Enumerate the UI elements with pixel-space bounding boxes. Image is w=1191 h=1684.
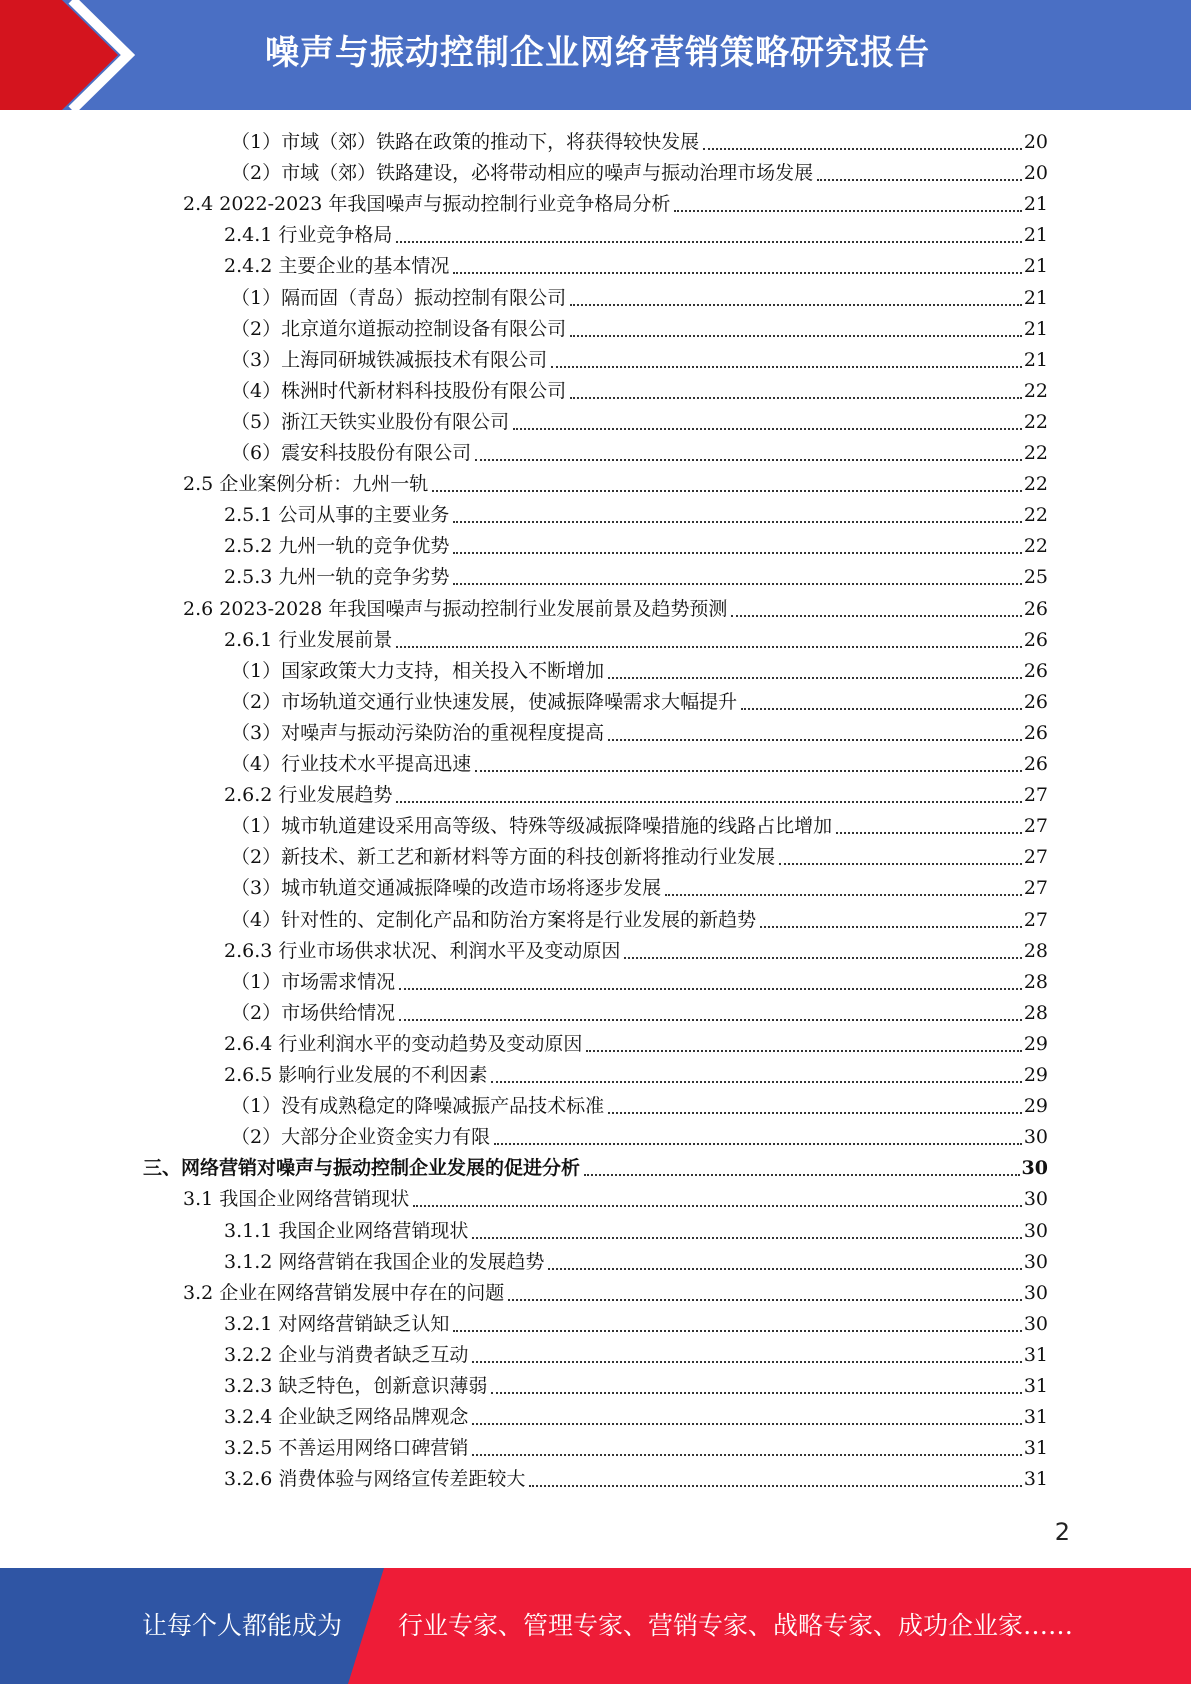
toc-entry[interactable] (183, 1184, 1048, 1215)
toc-entry-page: 31 (1023, 1406, 1048, 1428)
toc-entry-title: （5）浙江天铁实业股份有限公司 (231, 411, 510, 433)
toc-entry-page: 26 (1023, 598, 1048, 620)
toc-entry[interactable] (231, 656, 1048, 687)
toc-leader-dots (491, 1392, 1021, 1394)
toc-entry[interactable] (224, 1464, 1048, 1495)
toc-entry-page: 29 (1023, 1095, 1048, 1117)
toc-entry[interactable] (231, 407, 1048, 438)
toc-entry-page: 26 (1023, 753, 1048, 775)
toc-entry-title: 2.5.2 九州一轨的竞争优势 (224, 535, 450, 557)
toc-entry-page: 21 (1023, 255, 1048, 277)
toc-leader-dots (551, 366, 1022, 368)
toc-entry-title: （2）市域（郊）铁路建设，必将带动相应的噪声与振动治理市场发展 (231, 162, 814, 184)
toc-entry[interactable] (224, 562, 1048, 593)
toc-leader-dots (513, 428, 1022, 430)
toc-entry-page: 31 (1023, 1437, 1048, 1459)
toc-leader-dots (453, 552, 1021, 554)
toc-leader-dots (570, 304, 1022, 306)
toc-entry-title: （1）城市轨道建设采用高等级、特殊等级减振降噪措施的线路占比增加 (231, 815, 833, 837)
toc-entry-page: 26 (1023, 629, 1048, 651)
toc-entry-title: （1）国家政策大力支持，相关投入不断增加 (231, 660, 605, 682)
toc-entry[interactable] (231, 376, 1048, 407)
footer-slogan-left: 让每个人都能成为 (142, 1611, 343, 1640)
toc-entry-title: （2）大部分企业资金实力有限 (231, 1126, 491, 1148)
toc-entry-title: （1）隔而固（青岛）振动控制有限公司 (231, 287, 567, 309)
toc-entry-page: 31 (1023, 1375, 1048, 1397)
toc-leader-dots (432, 490, 1022, 492)
toc-leader-dots (608, 739, 1022, 741)
toc-entry-page: 28 (1023, 971, 1048, 993)
toc-entry-title: 三、网络营销对噪声与振动控制企业发展的促进分析 (143, 1157, 581, 1179)
toc-entry-page: 26 (1023, 691, 1048, 713)
toc-entry-page: 21 (1023, 349, 1048, 371)
toc-entry-title: 3.1.2 网络营销在我国企业的发展趋势 (224, 1251, 545, 1273)
toc-leader-dots (453, 583, 1021, 585)
toc-entry-page: 22 (1023, 411, 1048, 433)
toc-entry-page: 27 (1023, 909, 1048, 931)
toc-leader-dots (472, 1361, 1021, 1363)
toc-leader-dots (413, 1205, 1022, 1207)
toc-leader-dots (472, 1237, 1021, 1239)
page-footer (0, 1568, 1191, 1684)
toc-entry-title: （4）行业技术水平提高迅速 (231, 753, 472, 775)
toc-leader-dots (608, 677, 1022, 679)
toc-leader-dots (472, 1423, 1021, 1425)
toc-entry-title: 2.5.1 公司从事的主要业务 (224, 504, 450, 526)
toc-entry[interactable] (231, 1122, 1048, 1153)
toc-entry-title: （3）对噪声与振动污染防治的重视程度提高 (231, 722, 605, 744)
toc-entry-page: 28 (1023, 1002, 1048, 1024)
toc-entry-title: （1）市场需求情况 (231, 971, 396, 993)
toc-entry-page: 27 (1023, 877, 1048, 899)
toc-leader-dots (665, 894, 1022, 896)
toc-leader-dots (836, 832, 1022, 834)
toc-entry[interactable] (231, 283, 1048, 314)
toc-entry[interactable] (231, 127, 1048, 158)
toc-leader-dots (491, 1081, 1021, 1083)
toc-entry[interactable] (231, 718, 1048, 749)
toc-leader-dots (399, 988, 1022, 990)
toc-entry[interactable] (224, 251, 1048, 282)
toc-entry[interactable] (231, 905, 1048, 936)
toc-entry[interactable] (224, 625, 1048, 656)
toc-entry-title: 2.4 2022-2023 年我国噪声与振动控制行业竞争格局分析 (183, 193, 671, 215)
toc-leader-dots (396, 801, 1021, 803)
toc-leader-dots (529, 1485, 1021, 1487)
toc-entry-title: 2.4.2 主要企业的基本情况 (224, 255, 450, 277)
toc-entry-title: （3）上海同研城铁减振技术有限公司 (231, 349, 548, 371)
toc-entry-title: 3.2.1 对网络营销缺乏认知 (224, 1313, 450, 1335)
toc-entry-page: 29 (1023, 1033, 1048, 1055)
toc-entry-title: 3.1.1 我国企业网络营销现状 (224, 1220, 469, 1242)
toc-entry[interactable] (231, 811, 1048, 842)
toc-leader-dots (475, 459, 1022, 461)
toc-entry[interactable] (183, 1278, 1048, 1309)
toc-leader-dots (508, 1299, 1022, 1301)
toc-leader-dots (570, 397, 1022, 399)
toc-entry-page: 20 (1023, 131, 1048, 153)
toc-leader-dots (472, 1454, 1021, 1456)
toc-entry-page: 30 (1023, 1282, 1048, 1304)
toc-entry[interactable] (224, 220, 1048, 251)
toc-entry-page: 30 (1021, 1157, 1048, 1179)
toc-entry[interactable] (231, 345, 1048, 376)
toc-entry-page: 22 (1023, 504, 1048, 526)
toc-entry-title: （1）市域（郊）铁路在政策的推动下，将获得较快发展 (231, 131, 700, 153)
toc-entry-page: 30 (1023, 1188, 1048, 1210)
toc-entry-page: 26 (1023, 722, 1048, 744)
toc-entry-page: 21 (1023, 318, 1048, 340)
toc-leader-dots (548, 1268, 1021, 1270)
toc-entry[interactable] (224, 780, 1048, 811)
toc-entry[interactable] (231, 687, 1048, 718)
footer-slogan-right: 行业专家、管理专家、营销专家、战略专家、成功企业家…… (398, 1611, 1074, 1640)
toc-entry-title: 2.6 2023-2028 年我国噪声与振动控制行业发展前景及趋势预测 (183, 598, 728, 620)
toc-leader-dots (624, 957, 1021, 959)
report-title: 噪声与振动控制企业网络营销策略研究报告 (265, 33, 930, 73)
toc-entry[interactable] (231, 438, 1048, 469)
toc-entry[interactable] (224, 1340, 1048, 1371)
toc-entry[interactable] (231, 998, 1048, 1029)
toc-entry-title: （2）新技术、新工艺和新材料等方面的科技创新将推动行业发展 (231, 846, 776, 868)
toc-entry-page: 25 (1023, 566, 1048, 588)
toc-leader-dots (674, 210, 1021, 212)
toc-leader-dots (731, 615, 1021, 617)
toc-entry[interactable] (231, 842, 1048, 873)
toc-entry[interactable] (224, 1309, 1048, 1340)
toc-leader-dots (608, 1112, 1022, 1114)
toc-entry-page: 26 (1023, 660, 1048, 682)
toc-entry-title: 3.2 企业在网络营销发展中存在的问题 (183, 1282, 505, 1304)
toc-leader-dots (396, 241, 1021, 243)
toc-leader-dots (494, 1143, 1022, 1145)
toc-entry-page: 21 (1023, 193, 1048, 215)
toc-entry-title: 2.6.1 行业发展前景 (224, 629, 393, 651)
toc-entry-title: 2.5 企业案例分析：九州一轨 (183, 473, 429, 495)
toc-entry[interactable] (224, 936, 1048, 967)
toc-entry-page: 29 (1023, 1064, 1048, 1086)
toc-entry-title: 3.2.2 企业与消费者缺乏互动 (224, 1344, 469, 1366)
toc-entry-title: 3.2.6 消费体验与网络宣传差距较大 (224, 1468, 526, 1490)
toc-entry[interactable] (231, 158, 1048, 189)
toc-entry-title: 2.6.3 行业市场供求状况、利润水平及变动原因 (224, 940, 621, 962)
toc-leader-dots (817, 179, 1022, 181)
toc-entry[interactable] (224, 1060, 1048, 1091)
toc-entry-page: 22 (1023, 380, 1048, 402)
toc-leader-dots (760, 926, 1022, 928)
toc-leader-dots (453, 1330, 1021, 1332)
toc-entry[interactable] (231, 967, 1048, 998)
toc-entry[interactable] (143, 1153, 1048, 1184)
toc-leader-dots (779, 863, 1022, 865)
toc-entry[interactable] (224, 1216, 1048, 1247)
toc-entry-title: （4）针对性的、定制化产品和防治方案将是行业发展的新趋势 (231, 909, 757, 931)
toc-leader-dots (399, 1019, 1022, 1021)
toc-entry-page: 27 (1023, 815, 1048, 837)
toc-entry-title: 2.6.4 行业利润水平的变动趋势及变动原因 (224, 1033, 583, 1055)
toc-entry[interactable] (231, 314, 1048, 345)
toc-entry[interactable] (224, 500, 1048, 531)
toc-leader-dots (741, 708, 1022, 710)
toc-leader-dots (396, 646, 1021, 648)
toc-entry[interactable] (224, 1247, 1048, 1278)
toc-entry[interactable] (183, 189, 1048, 220)
toc-entry-title: 2.6.2 行业发展趋势 (224, 784, 393, 806)
toc-entry-title: （4）株洲时代新材料科技股份有限公司 (231, 380, 567, 402)
toc-entry-title: 3.2.5 不善运用网络口碑营销 (224, 1437, 469, 1459)
toc-entry-title: 3.2.3 缺乏特色，创新意识薄弱 (224, 1375, 488, 1397)
toc-entry[interactable] (183, 594, 1048, 625)
toc-entry-page: 22 (1023, 473, 1048, 495)
toc-entry[interactable] (231, 1091, 1048, 1122)
toc-leader-dots (584, 1174, 1020, 1176)
toc-entry-title: （1）没有成熟稳定的降噪减振产品技术标准 (231, 1095, 605, 1117)
toc-entry-title: （2）北京道尔道振动控制设备有限公司 (231, 318, 567, 340)
toc-entry-title: （3）城市轨道交通减振降噪的改造市场将逐步发展 (231, 877, 662, 899)
toc-entry-page: 31 (1023, 1344, 1048, 1366)
toc-entry[interactable] (224, 1402, 1048, 1433)
toc-entry-page: 27 (1023, 846, 1048, 868)
toc-entry[interactable] (183, 469, 1048, 500)
toc-entry[interactable] (224, 1433, 1048, 1464)
toc-entry-page: 30 (1023, 1126, 1048, 1148)
toc-entry[interactable] (224, 531, 1048, 562)
page-header (0, 0, 1191, 110)
toc-entry-page: 27 (1023, 784, 1048, 806)
toc-entry-page: 30 (1023, 1251, 1048, 1273)
toc-entry-title: （2）市场供给情况 (231, 1002, 396, 1024)
toc-entry[interactable] (224, 1029, 1048, 1060)
toc-entry-page: 21 (1023, 224, 1048, 246)
toc-entry-title: 3.1 我国企业网络营销现状 (183, 1188, 410, 1210)
toc-entry-page: 31 (1023, 1468, 1048, 1490)
toc-entry-page: 20 (1023, 162, 1048, 184)
toc-leader-dots (703, 148, 1022, 150)
toc-leader-dots (570, 335, 1022, 337)
toc-entry-title: 2.4.1 行业竞争格局 (224, 224, 393, 246)
toc-leader-dots (586, 1050, 1021, 1052)
toc-entry-page: 22 (1023, 535, 1048, 557)
toc-entry-page: 21 (1023, 287, 1048, 309)
toc-entry-title: （2）市场轨道交通行业快速发展，使减振降噪需求大幅提升 (231, 691, 738, 713)
toc-entry-page: 30 (1023, 1220, 1048, 1242)
toc-entry-title: 2.5.3 九州一轨的竞争劣势 (224, 566, 450, 588)
page-number: 2 (1054, 1518, 1070, 1546)
toc-leader-dots (453, 272, 1021, 274)
toc-entry-page: 30 (1023, 1313, 1048, 1335)
toc-entry-title: （6）震安科技股份有限公司 (231, 442, 472, 464)
toc-entry-page: 22 (1023, 442, 1048, 464)
toc-entry-title: 2.6.5 影响行业发展的不利因素 (224, 1064, 488, 1086)
toc-leader-dots (453, 521, 1021, 523)
toc-entry[interactable] (231, 749, 1048, 780)
toc-entry-title: 3.2.4 企业缺乏网络品牌观念 (224, 1406, 469, 1428)
toc-entry[interactable] (224, 1371, 1048, 1402)
toc-leader-dots (475, 770, 1022, 772)
toc-entry[interactable] (231, 873, 1048, 904)
toc-entry-page: 28 (1023, 940, 1048, 962)
